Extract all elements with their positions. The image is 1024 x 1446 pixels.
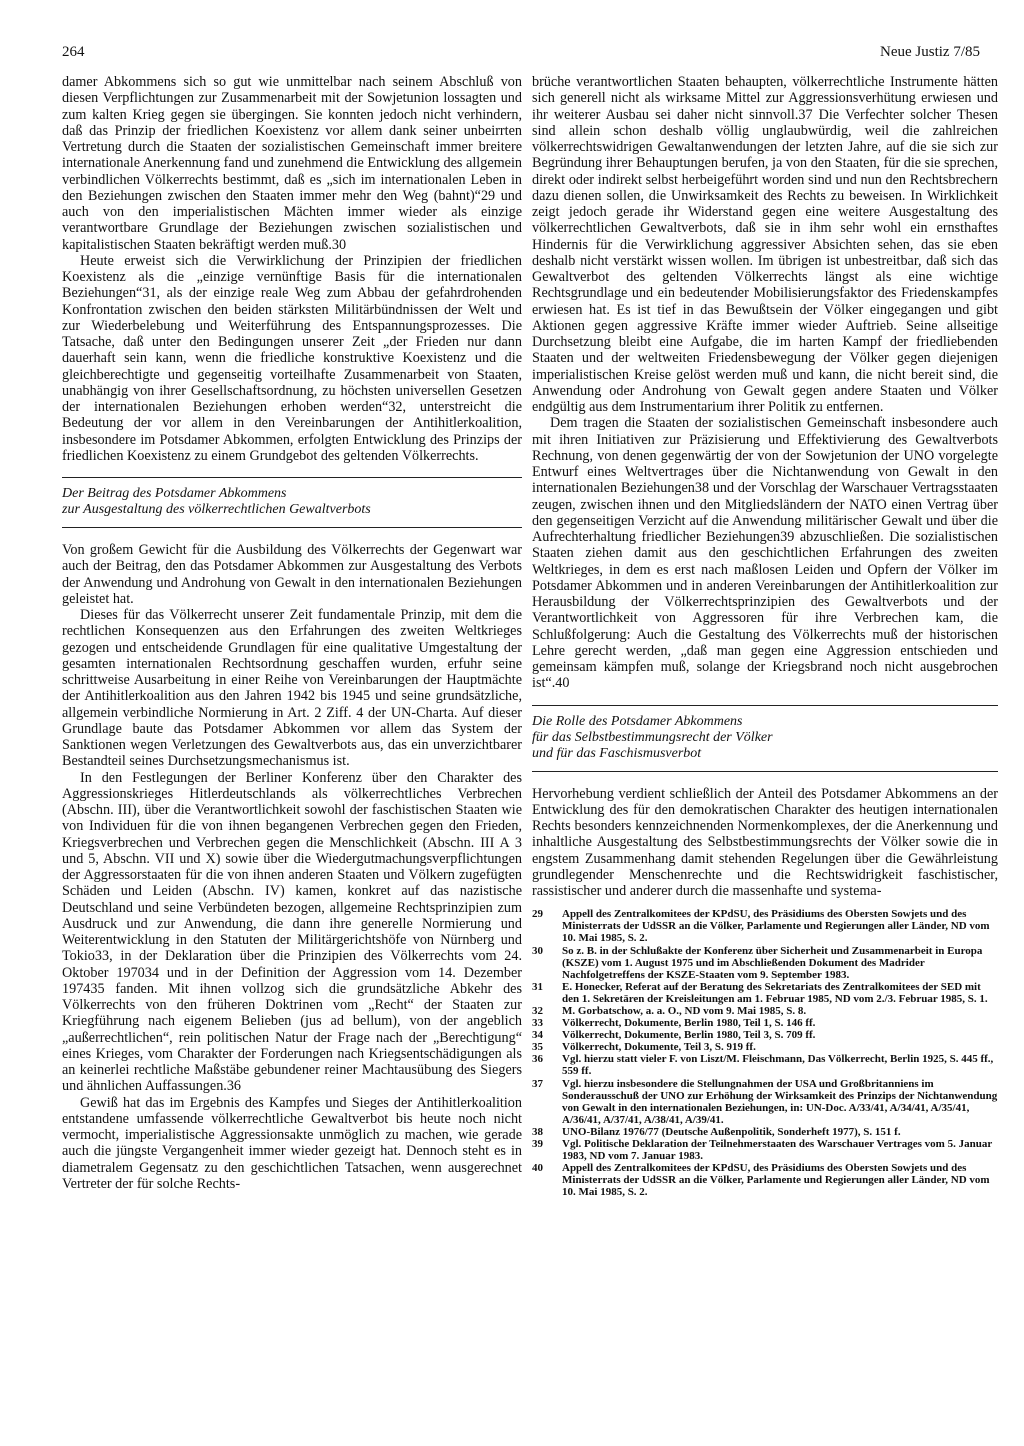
footnote-number: 39 xyxy=(532,1138,543,1151)
footnote-number: 36 xyxy=(532,1053,543,1066)
footnote-text: Völkerrecht, Dokumente, Teil 3, S. 919 ff. xyxy=(562,1041,756,1054)
footnote-number: 34 xyxy=(532,1029,543,1042)
paragraph: Dieses für das Völkerrecht unserer Zeit fundamentale Prinzip, mit dem die rechtlichen Konsequenzen aus den Erfahrungen des zweiten Weltkrieges gezogen und entscheidende Grundlagen für eine qualitative Umgestaltung der gesamten internationalen Rechtsordnung geschaffen wurden, erfuhr seine schrittweise Ausarbeitung in einer Reihe von Vereinbarungen der Hauptmächte der Antihitlerkoalition aus den Jahren 1942 bis 1945 und seine grundsätzliche, allgemein verbindliche Normierung in Art. 2 Ziff. 4 der UN-Charta. Auf dieser Grundlage baute das Potsdamer Abkommen vor allem das System der Sanktionen wegen Verletzungen des Gewaltverbots aus, das ein unverzichtbarer Bestandteil seines Durchsetzungsmechanismus ist. xyxy=(62,607,522,770)
footnote xyxy=(532,1029,998,1041)
footnote xyxy=(532,1041,998,1053)
left-column xyxy=(62,74,522,1192)
footnote-number: 37 xyxy=(532,1077,543,1090)
footnote-number: 32 xyxy=(532,1005,543,1017)
footnote-text: Vgl. Politische Deklaration der Teilnehmerstaaten des Warschauer Vertrages vom 5. Januar 1983, ND vom 7. Januar 1983. xyxy=(562,1138,993,1163)
page-number: 264 xyxy=(62,44,85,60)
footnote-number: 29 xyxy=(532,908,543,921)
paragraph: Gewiß hat das im Ergebnis des Kampfes und Sieges der Antihitlerkoalition entstandene umfassende völkerrechtliche Gewaltverbot bis heute noch nicht vermocht, imperialistische Aggressionsakte unmöglich zu machen, wie gerade auch die jüngste Vergangenheit immer wieder gezeigt hat. Dennoch steht es in diametralem Gegensatz zu den geschichtlichen Tatsachen, wenn ausgerechnet Vertreter der für solche Rechts- xyxy=(62,1094,522,1192)
footnote xyxy=(532,1138,998,1162)
paragraph: Dem tragen die Staaten der sozialistischen Gemeinschaft insbesondere auch mit ihren Initiativen zur Präzisierung und Effektivierung des Gewaltverbots Rechnung, von denen gegenwärtig der von der Sowjetunion der UNO vorgelegte Entwurf eines Weltvertrages über die Nichtanwendung von Gewalt in den internationalen Beziehungen38 und der Vorschlag der Warschauer Vertragsstaaten zeugen, zwischen ihnen und den Mitgliedsländern der NATO einen Vertrag über den gegenseitigen Verzicht auf die Anwendung militärischer Gewalt und über die Aufrechterhaltung friedlicher Beziehungen39 abzuschließen. Die sozialistischen Staaten ziehen damit aus den geschichtlichen Erfahrungen des zweiten Weltkrieges, in dem es erst nach maßlosen Leiden und Opfern der Völker im Potsdamer Abkommen und in anderen Vereinbarungen der Antihitlerkoalition zur Herausbildung der Völkerrechtsprinzipien des Gewaltverbots und der Verantwortlichkeit von Aggressoren für ihre Verbrechen kam, die Schlußfolgerung: Auch die Gestaltung des Völkerrechts muß der historischen Lehre gerecht werden, „daß man gegen eine Aggression entschieden und gemeinsam kämpfen muß, solange der Kriegsbrand noch nicht ausgebrochen ist“.40 xyxy=(532,415,998,692)
footnote-text: So z. B. in der Schlußakte der Konferenz über Sicherheit und Zusammenarbeit in Europa (KSZE) vom 1. August 1975 und im Abschließenden Dokument des Madrider Nachfolgetreffens der KSZE-Staaten vom 9. September 1983. xyxy=(562,944,983,981)
footnote-text: Appell des Zentralkomitees der KPdSU, des Präsidiums des Obersten Sowjets und des Ministerrats der UdSSR an die Völker, Parlamente und Regierungen aller Länder, ND vom 10. Mai 1985, S. 2. xyxy=(562,908,990,945)
footnote xyxy=(532,1005,998,1017)
paragraph: damer Abkommens sich so gut wie unmittelbar nach seinem Abschluß von diesen Verpflichtungen zur Zusammenarbeit mit der Sowjetunion lossagten und zum kalten Krieg gegen sie übergingen. Sie konnten jedoch nicht verhindern, daß das Prinzip der friedlichen Koexistenz vor allem dank seiner unbeirrten Vertretung durch die Staaten der sozialistischen Gemeinschaft immer breitere internationale Anerkennung fand und zunehmend die Entwicklung des allgemein verbindlichen Völkerrechts bestimmt, daß es „sich im internationalen Leben in den Beziehungen zwischen den Staaten immer mehr den Weg (bahnt)“29 und auch von den imperialistischen Mächten immer wieder als einzige verantwortbare Grundlage der Beziehungen zwischen sozialistischen und kapitalistischen Staaten bekräftigt werden muß.30 xyxy=(62,74,522,253)
footnote xyxy=(532,945,998,981)
footnote-number: 31 xyxy=(532,980,543,993)
section-heading-line: Der Beitrag des Potsdamer Abkommens xyxy=(62,486,287,501)
paragraph: Von großem Gewicht für die Ausbildung des Völkerrechts der Gegenwart war auch der Beitrag, den das Potsdamer Abkommen zur Ausgestaltung des Verbots der Anwendung und Androhung von Gewalt in den internationalen Beziehungen geleistet hat. xyxy=(62,542,522,607)
footnote xyxy=(532,1078,998,1126)
footnote xyxy=(532,1017,998,1029)
footnote-number: 40 xyxy=(532,1162,543,1175)
footnote xyxy=(532,981,998,1005)
section-heading-line: für das Selbstbestimmungsrecht der Völker xyxy=(532,729,773,745)
paragraph: brüche verantwortlichen Staaten behaupten, völkerrechtliche Instrumente hätten sich generell nicht als wirksame Mittel zur Aggressionsverhütung erwiesen und ihr weiterer Ausbau sei daher nicht sinnvoll.37 Die Verfechter solcher Thesen sind allein schon deshalb völlig unglaubwürdig, weil die zahlreichen völkerrechtswidrigen Gewaltanwendungen der letzten Jahre, auf die sie sich zur Begründung ihrer Behauptungen berufen, ja von den Staaten, für die sie sprechen, direkt oder indirekt selbst herbeigeführt worden sind und nun den Rechtsbrechern dazu dienen sollen, die Unwirksamkeit des Rechts zu beweisen. In Wirklichkeit zeigt jedoch gerade ihr Widerstand gegen eine weitere Ausgestaltung des völkerrechtlichen Gewaltverbots, daß sie in ihm sehr wohl ein ernsthaftes Hindernis für die Verwirklichung aggressiver Absichten sehen, das sie eben deshalb nicht verstärkt wissen wollen. Im übrigen ist unbestreitbar, daß sich das Gewaltverbot des geltenden Völkerrechts längst als eine wichtige Rechtsgrundlage und ein bedeutender Mobilisierungsfaktor des Friedenskampfes erwiesen hat. Es ist tief in das Bewußtsein der Völker eingegangen und gibt Aktionen gegen aggressive Kräfte immer wieder Auftrieb. Seine allseitige Durchsetzung bleibt eine Aufgabe, die im harten Kampf der friedliebenden Staaten und der weltweiten Friedensbewegung der Völker gegen diejenigen imperialistischen Kreise gelöst werden muß und kann, die nicht bereit sind, die Anwendung oder Androhung von Gewalt gegen andere Staaten und Völker endgültig aus dem Instrumentarium ihrer Politik zu entfernen. xyxy=(532,74,998,415)
footnote-number: 35 xyxy=(532,1041,543,1054)
section-heading xyxy=(62,477,522,528)
section-heading-line: zur Ausgestaltung des völkerrechtlichen Gewaltverbots xyxy=(62,502,371,517)
paragraph: In den Festlegungen der Berliner Konferenz über den Charakter des Aggressionskrieges Hitlerdeutschlands als völkerrechtliches Verbrechen (Abschn. III), über die Verantwortlichkeit sowohl der faschistischen Staaten wie von Individuen für die von ihnen begangenen Verbrechen gegen den Frieden, Kriegsverbrechen und Verbrechen gegen die Menschlichkeit (Abschn. III A 3 und 5, Abschn. VII und X) sowie über die Wiedergutmachungsverpflichtungen der Aggressorstaaten für die von ihnen anderen Staaten und Völkern zugefügten Schäden und Leiden (Abschn. IV) kamen, konkret auf das nazistische Deutschland und seine Verbündeten bezogen, allgemeine Rechtsprinzipien zum Ausdruck und zur Anwendung, die dann ihre generelle Normierung und Weiterentwicklung in den Statuten der Militärgerichtshöfe von Nürnberg und Tokio33, in der Deklaration über die Prinzipien des Völkerrechts vom 24. Oktober 197034 und in der Definition der Aggression vom 14. Dezember 197435 fanden. Mit ihnen vollzog sich die grundsätzliche Abkehr des Völkerrechts von den früheren Doktrinen vom „Recht“ der Staaten zur Kriegführung nach eigenem Belieben (jus ad bellum), von der angeblich „außerrechtlichen“, rein politischen Natur der Frage nach der „Berechtigung“ eines Krieges, vom Charakter der Forderungen nach Kriegsentschädigungen als an keinerlei rechtliche Maßstäbe gebundener reiner Machtausübung des Siegers und ähnlichen Auffassungen.36 xyxy=(62,769,522,1095)
paragraph: Hervorhebung verdient schließlich der Anteil des Potsdamer Abkommens an der Entwicklung des für den demokratischen Charakter des heutigen internationalen Rechts besonders kennzeichnenden Normenkomplexes, der die Anerkennung und inhaltliche Ausgestaltung des Selbstbestimmungsrechts der Völker sowie die in engstem Zusammenhang damit stehenden Regelungen über die Gewährleistung grundlegender Menschenrechte und die Rechtswidrigkeit faschistischer, rassistischer und anderer durch die massenhafte und systema- xyxy=(532,785,998,899)
section-heading-line: Die Rolle des Potsdamer Abkommens xyxy=(532,713,743,729)
paragraph: Heute erweist sich die Verwirklichung der Prinzipien der friedlichen Koexistenz als die „einzige vernünftige Basis für die internationalen Beziehungen“31, als der einzige reale Weg zum Abbau der gefahrdrohenden Konfrontation zwischen den beiden stärksten Militärbündnissen der Welt und zur Wiederbelebung und Weiterführung des Entspannungsprozesses. Die Tatsache, daß unter den Bedingungen unserer Zeit „der Frieden nur dann dauerhaft sein kann, wenn die friedliche konstruktive Koexistenz und die gleichberechtigte und gegenseitig vorteilhafte Zusammenarbeit von Staaten, unabhängig von ihrer Gesellschaftsordnung, zu höchsten universellen Gesetzen der internationalen Beziehungen erhoben werden“32, unterstreicht die Bedeutung der vor allem in den Vereinbarungen der Antihitlerkoalition, insbesondere im Potsdamer Abkommen, erfolgten Entwicklung des Prinzips der friedlichen Koexistenz zu einem Grundgebot des geltenden Völkerrechts. xyxy=(62,252,522,464)
footnote xyxy=(532,1053,998,1077)
right-column xyxy=(532,74,998,1199)
footnote-text: E. Honecker, Referat auf der Beratung des Sekretariats des Zentralkomitees der SED mit den 1. Sekretären der Kreisleitungen am 1. Februar 1985, ND vom 2./3. Februar 1985, S. 1. xyxy=(562,980,988,1005)
footnote xyxy=(532,1162,998,1198)
footnote-text: UNO-Bilanz 1976/77 (Deutsche Außenpolitik, Sonderheft 1977), S. 151 f. xyxy=(562,1125,901,1138)
footnotes xyxy=(532,908,998,1198)
footnote-number: 33 xyxy=(532,1017,543,1030)
section-heading xyxy=(532,705,998,772)
footnote-number: 30 xyxy=(532,944,543,957)
footnote xyxy=(532,1126,998,1138)
footnote-text: M. Gorbatschow, a. a. O., ND vom 9. Mai 1985, S. 8. xyxy=(562,1005,807,1017)
page-header xyxy=(62,44,980,66)
section-heading-line: und für das Faschismusverbot xyxy=(532,745,702,761)
footnote-text: Völkerrecht, Dokumente, Berlin 1980, Teil 3, S. 709 ff. xyxy=(562,1029,816,1042)
footnote-text: Vgl. hierzu statt vieler F. von Liszt/M. Fleischmann, Das Völkerrecht, Berlin 1925, S. 445 ff., 559 ff. xyxy=(562,1053,994,1078)
footnote-number: 38 xyxy=(532,1125,543,1138)
footnote-text: Vgl. hierzu insbesondere die Stellungnahmen der USA und Großbritanniens im Sonderausschuß der UNO zur Erhöhung der Wirksamkeit des Prinzips der Nichtanwendung von Gewalt in den internationalen Beziehungen, in: UN-Doc. A/33/41, A/34/41, A/35/41, A/36/41, A/37/41, A/38/41, A/39/41. xyxy=(562,1077,998,1126)
footnote-text: Appell des Zentralkomitees der KPdSU, des Präsidiums des Obersten Sowjets und des Ministerrats der UdSSR an die Völker, Parlamente und Regierungen aller Länder, ND vom 10. Mai 1985, S. 2. xyxy=(562,1162,990,1199)
footnote-text: Völkerrecht, Dokumente, Berlin 1980, Teil 1, S. 146 ff. xyxy=(562,1017,816,1030)
journal-issue: Neue Justiz 7/85 xyxy=(880,44,980,60)
footnote xyxy=(532,908,998,944)
